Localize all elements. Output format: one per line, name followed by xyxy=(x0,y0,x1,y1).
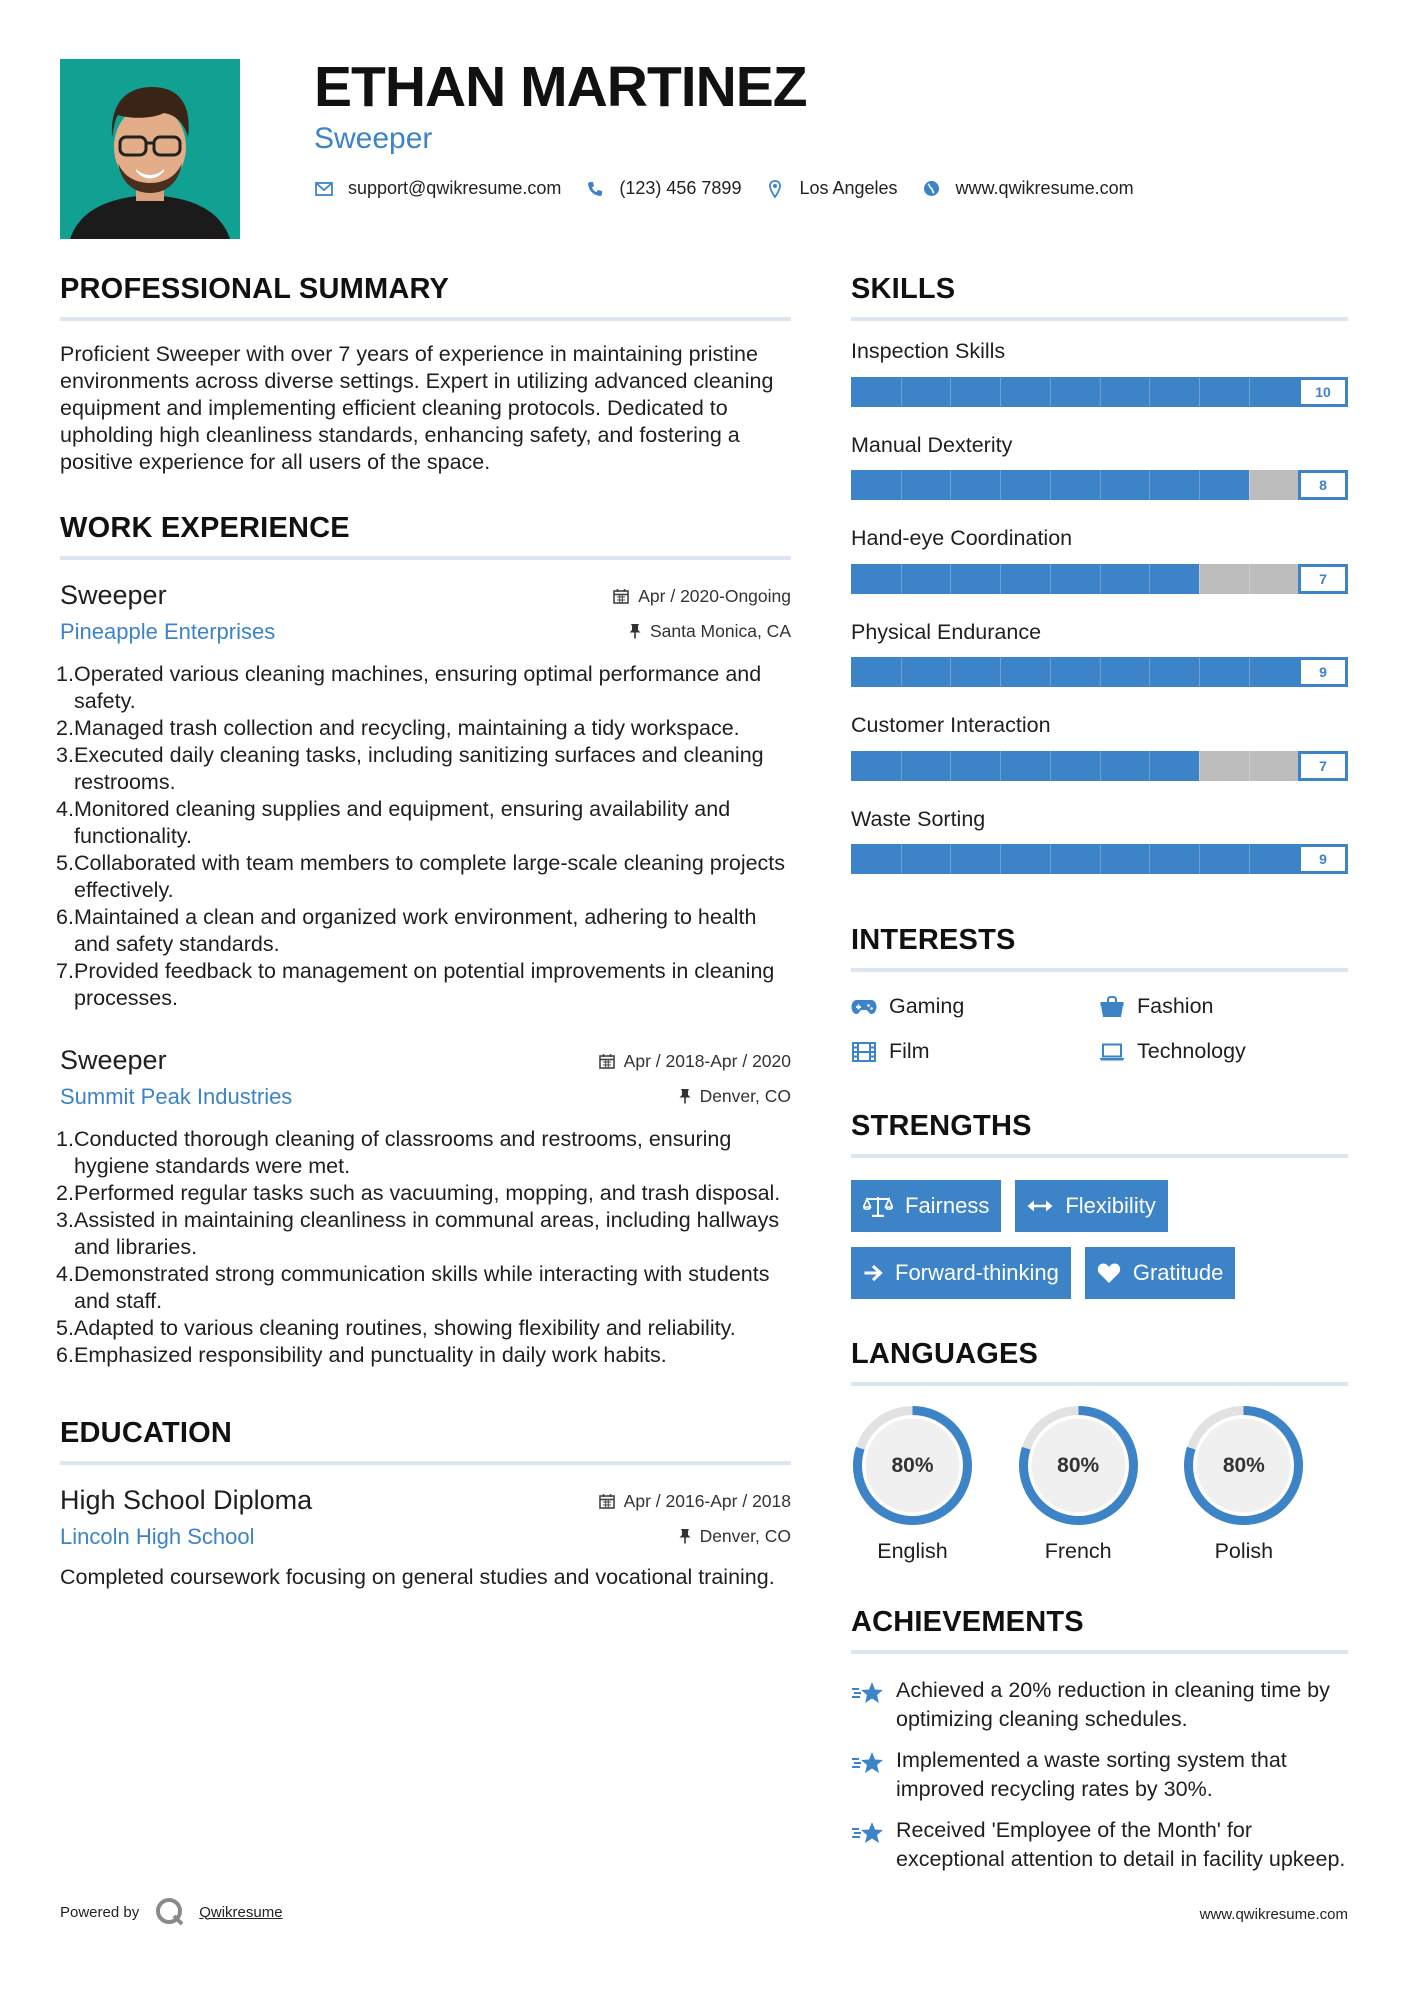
achievement-item xyxy=(851,1676,1348,1734)
skill-name: Physical Endurance xyxy=(851,619,1042,644)
strength-label: Fairness xyxy=(905,1193,990,1218)
education-section xyxy=(60,1419,791,1591)
location-text: Los Angeles xyxy=(799,178,898,198)
interest-item xyxy=(851,1039,1099,1064)
duty-item: 1. Conducted thorough cleaning of classrooms and restrooms, ensuring hygiene standards were met. xyxy=(56,1127,732,1178)
language-ring xyxy=(851,1404,974,1527)
skill-bar-segment xyxy=(1100,470,1101,500)
job-dates xyxy=(599,1051,791,1072)
skill-bar-segment xyxy=(1050,470,1051,500)
achievement-text: Achieved a 20% reduction in cleaning time by optimizing cleaning schedules. xyxy=(896,1678,1330,1731)
globe-icon xyxy=(922,179,942,199)
skill-bar-segment xyxy=(1050,844,1051,874)
education-description: Completed coursework focusing on general studies and vocational training. xyxy=(60,1565,775,1589)
skill-bar-fill xyxy=(851,564,1199,594)
interests-heading: INTERESTS xyxy=(851,926,1348,972)
degree-title: High School Diploma xyxy=(60,1485,313,1515)
skill-bar-segment xyxy=(1149,751,1150,781)
language-percent: 80% xyxy=(891,1453,934,1477)
skill-bar-segment xyxy=(1149,377,1150,407)
company-name: Pineapple Enterprises xyxy=(60,619,276,644)
interest-label: Gaming xyxy=(889,994,965,1018)
website-text: www.qwikresume.com xyxy=(955,178,1134,198)
skills-list xyxy=(851,341,1348,874)
pushpin-icon xyxy=(679,1088,691,1104)
skill-value: 10 xyxy=(1298,377,1348,407)
skill-value: 8 xyxy=(1298,470,1348,500)
strength-chip xyxy=(1015,1180,1167,1232)
skill-bar-segment xyxy=(1199,470,1200,500)
language-name: Polish xyxy=(1214,1539,1274,1563)
balance-scale-icon xyxy=(863,1195,893,1217)
job-location xyxy=(629,621,791,642)
skill-bar-segment xyxy=(1050,751,1051,781)
skill-bar-segment xyxy=(1000,377,1001,407)
language-percent: 80% xyxy=(1057,1453,1100,1477)
skill-bar xyxy=(851,844,1348,874)
languages-list xyxy=(851,1404,1348,1564)
interest-label: Technology xyxy=(1137,1039,1246,1063)
skill-bar xyxy=(851,377,1348,407)
skill-bar-segment xyxy=(950,657,951,687)
strengths-list xyxy=(851,1180,1348,1314)
language-ring xyxy=(1017,1404,1140,1527)
calendar-icon xyxy=(613,588,629,604)
summary-text: Proficient Sweeper with over 7 years of experience in maintaining pristine environments across diverse settings. Expert in utilizing advanced cleaning equipment and implementing efficient cleaning protocols. Dedicated to upholding high cleanliness standards, enhancing safety, and fostering a positive experience for all users of the space. xyxy=(60,342,774,474)
achievements-section xyxy=(851,1608,1348,1874)
skill-bar-segment xyxy=(950,844,951,874)
duty-item: 6. Maintained a clean and organized work environment, adhering to health and safety standards. xyxy=(56,905,757,956)
skill-bar-segment xyxy=(1199,751,1200,781)
achievements-heading: ACHIEVEMENTS xyxy=(851,1608,1348,1654)
skill-bar-segment xyxy=(950,751,951,781)
shopping-bag-icon xyxy=(1099,996,1125,1018)
education-location-text: Denver, CO xyxy=(699,1525,791,1546)
interests-section xyxy=(851,926,1348,1064)
skill-item xyxy=(851,432,1348,501)
duty-item: 6. Emphasized responsibility and punctuality in daily work habits. xyxy=(56,1343,667,1367)
skill-bar-segment xyxy=(1249,564,1250,594)
gamepad-icon xyxy=(851,996,877,1018)
skill-bar-segment xyxy=(1249,377,1250,407)
skill-bar xyxy=(851,564,1348,594)
skill-bar-segment xyxy=(901,470,902,500)
achievements-list xyxy=(851,1676,1348,1874)
job-duties xyxy=(56,661,791,1012)
shooting-star-icon xyxy=(851,1746,885,1804)
skill-bar-segment xyxy=(950,377,951,407)
achievement-text: Received 'Employee of the Month' for exceptional attention to detail in facility upkeep. xyxy=(896,1818,1346,1871)
skill-bar-segment xyxy=(1149,564,1150,594)
skill-value: 9 xyxy=(1298,844,1348,874)
duty-item: 3. Assisted in maintaining cleanliness in communal areas, including hallways and libraries. xyxy=(56,1208,780,1259)
skill-bar-segment xyxy=(1199,844,1200,874)
calendar-icon xyxy=(599,1493,615,1509)
work-heading: WORK EXPERIENCE xyxy=(60,514,791,560)
language-name: French xyxy=(1044,1539,1112,1563)
job-title: Sweeper xyxy=(60,580,167,610)
skill-bar-segment xyxy=(1000,657,1001,687)
skill-bar-segment xyxy=(950,470,951,500)
skill-name: Customer Interaction xyxy=(851,713,1051,737)
pushpin-icon xyxy=(679,1528,691,1544)
job-location-text: Santa Monica, CA xyxy=(649,620,791,641)
skill-bar-segment xyxy=(1249,657,1250,687)
duty-item: 1. Operated various cleaning machines, ensuring optimal performance and safety. xyxy=(56,662,762,713)
phone-icon xyxy=(585,179,605,199)
strengths-section xyxy=(851,1112,1348,1314)
skill-bar-segment xyxy=(1050,377,1051,407)
language-item xyxy=(1182,1404,1348,1564)
skill-bar-segment xyxy=(950,564,951,594)
job-dates xyxy=(613,586,791,607)
skill-bar-fill xyxy=(851,751,1199,781)
education-dates xyxy=(599,1491,791,1512)
phone-text: (123) 456 7899 xyxy=(619,178,742,198)
skills-section xyxy=(851,275,1348,874)
duty-item: 7. Provided feedback to management on potential improvements in cleaning processes. xyxy=(56,959,775,1010)
duty-item: 5. Adapted to various cleaning routines, showing flexibility and reliability. xyxy=(56,1316,736,1340)
achievement-item xyxy=(851,1816,1348,1874)
strength-label: Gratitude xyxy=(1132,1260,1224,1285)
education-location xyxy=(679,1526,791,1547)
skill-bar-segment xyxy=(901,564,902,594)
skill-bar-fill xyxy=(851,844,1298,874)
duty-item: 3. Executed daily cleaning tasks, including sanitizing surfaces and cleaning restrooms. xyxy=(56,743,764,794)
contact-bar xyxy=(314,178,1158,199)
left-column xyxy=(56,273,791,1591)
skill-bar-segment xyxy=(1199,564,1200,594)
footer-url[interactable]: www.qwikresume.com xyxy=(1199,1906,1348,1923)
duty-item: 4. Monitored cleaning supplies and equipment, ensuring availability and functionality. xyxy=(56,797,731,848)
skill-bar-segment xyxy=(1149,470,1150,500)
interest-label: Fashion xyxy=(1137,994,1214,1018)
interest-item xyxy=(851,994,1099,1019)
company-name: Summit Peak Industries xyxy=(60,1084,293,1109)
job-title: Sweeper xyxy=(60,1045,167,1075)
skill-bar-fill xyxy=(851,657,1298,687)
contact-website[interactable] xyxy=(922,178,1134,199)
summary-heading: PROFESSIONAL SUMMARY xyxy=(60,275,791,321)
education-heading: EDUCATION xyxy=(60,1419,791,1465)
powered-by-text: Powered by xyxy=(60,1903,140,1921)
laptop-icon xyxy=(1099,1041,1125,1063)
skill-bar-segment xyxy=(1149,657,1150,687)
education-dates-text: Apr / 2016-Apr / 2018 xyxy=(623,1490,791,1511)
language-name: English xyxy=(877,1539,948,1563)
skill-bar-segment xyxy=(1100,844,1101,874)
skill-bar-segment xyxy=(1199,657,1200,687)
skill-bar-segment xyxy=(1000,470,1001,500)
language-percent: 80% xyxy=(1222,1453,1265,1477)
skill-bar xyxy=(851,751,1348,781)
skill-bar-segment xyxy=(901,751,902,781)
education-entry xyxy=(60,1485,791,1591)
contact-phone[interactable] xyxy=(585,178,741,199)
film-icon xyxy=(851,1041,877,1063)
shooting-star-icon xyxy=(851,1816,885,1874)
strength-chip xyxy=(851,1180,1001,1232)
skill-bar xyxy=(851,657,1348,687)
pushpin-icon xyxy=(629,623,641,639)
skill-bar-segment xyxy=(1000,751,1001,781)
job-dates-text: Apr / 2020-Ongoing xyxy=(638,585,791,606)
job-entry xyxy=(56,1045,791,1369)
job-location-text: Denver, CO xyxy=(699,1085,791,1106)
right-column xyxy=(851,275,1348,1886)
school-name: Lincoln High School xyxy=(60,1524,255,1549)
strength-label: Forward-thinking xyxy=(895,1260,1059,1285)
duty-item: 5. Collaborated with team members to complete large-scale cleaning projects effectively. xyxy=(56,851,786,902)
duty-item: 2. Managed trash collection and recycling, maintaining a tidy workspace. xyxy=(56,716,740,740)
work-section xyxy=(56,512,791,1369)
strengths-heading: STRENGTHS xyxy=(851,1112,1348,1158)
job-entry xyxy=(56,580,791,1012)
strength-chip xyxy=(851,1247,1071,1299)
skill-bar-segment xyxy=(1000,844,1001,874)
skill-bar xyxy=(851,470,1348,500)
email-text: support@qwikresume.com xyxy=(348,178,562,198)
language-item xyxy=(1017,1404,1183,1564)
summary-section xyxy=(60,275,791,476)
achievement-text: Implemented a waste sorting system that improved recycling rates by 30%. xyxy=(896,1748,1287,1801)
strength-chip xyxy=(1085,1247,1236,1299)
skill-bar-segment xyxy=(1050,564,1051,594)
achievement-item xyxy=(851,1746,1348,1804)
skill-bar-segment xyxy=(901,657,902,687)
language-ring xyxy=(1182,1404,1305,1527)
skill-item xyxy=(851,619,1348,688)
skill-bar-segment xyxy=(1100,564,1101,594)
languages-heading: LANGUAGES xyxy=(851,1340,1348,1386)
skill-bar-segment xyxy=(1249,751,1250,781)
skill-bar-segment xyxy=(1249,844,1250,874)
skill-bar-segment xyxy=(1100,377,1101,407)
skill-bar-segment xyxy=(1050,657,1051,687)
candidate-role: Sweeper xyxy=(314,122,433,155)
skill-value: 7 xyxy=(1298,751,1348,781)
skill-bar-segment xyxy=(1249,470,1250,500)
languages-section xyxy=(851,1340,1348,1564)
profile-photo xyxy=(60,59,240,239)
interest-label: Film xyxy=(889,1039,930,1063)
skill-bar-segment xyxy=(1000,564,1001,594)
skill-value: 7 xyxy=(1298,564,1348,594)
calendar-icon xyxy=(599,1053,615,1069)
arrows-horizontal-icon xyxy=(1027,1199,1053,1213)
skill-bar-segment xyxy=(901,844,902,874)
contact-location xyxy=(765,178,897,199)
candidate-name: ETHAN MARTINEZ xyxy=(314,55,807,119)
skill-item xyxy=(851,715,1348,781)
skill-name: Inspection Skills xyxy=(851,339,1006,363)
interests-list xyxy=(851,994,1348,1064)
skill-bar-segment xyxy=(1199,377,1200,407)
interest-item xyxy=(1099,1039,1347,1064)
skill-name: Manual Dexterity xyxy=(851,432,1013,457)
skill-item xyxy=(851,806,1348,875)
skill-value: 9 xyxy=(1298,657,1348,687)
skill-name: Hand-eye Coordination xyxy=(851,526,1073,550)
interest-item xyxy=(1099,994,1347,1019)
job-duties xyxy=(56,1126,791,1369)
map-marker-icon xyxy=(765,179,785,199)
job-location xyxy=(679,1086,791,1107)
skill-bar-segment xyxy=(1149,844,1150,874)
qwikresume-logo-icon xyxy=(155,1897,185,1927)
skill-name: Waste Sorting xyxy=(851,806,986,831)
shooting-star-icon xyxy=(851,1676,885,1734)
duty-item: 2. Performed regular tasks such as vacuuming, mopping, and trash disposal. xyxy=(56,1181,781,1205)
skill-bar-segment xyxy=(1100,751,1101,781)
arrow-right-icon xyxy=(863,1263,883,1283)
qwikresume-link[interactable]: Qwikresume xyxy=(199,1903,283,1921)
language-item xyxy=(851,1404,1017,1564)
skill-bar-segment xyxy=(901,377,902,407)
skill-bar-segment xyxy=(1100,657,1101,687)
skills-heading: SKILLS xyxy=(851,275,1348,321)
skill-item xyxy=(851,528,1348,594)
footer-powered-by xyxy=(60,1897,283,1927)
duty-item: 4. Demonstrated strong communication skills while interacting with students and staff. xyxy=(56,1262,770,1313)
skill-item xyxy=(851,341,1348,407)
heart-icon xyxy=(1097,1262,1121,1284)
job-dates-text: Apr / 2018-Apr / 2020 xyxy=(623,1050,791,1071)
strength-label: Flexibility xyxy=(1065,1193,1156,1218)
envelope-icon xyxy=(314,179,334,199)
contact-email[interactable] xyxy=(314,178,561,199)
